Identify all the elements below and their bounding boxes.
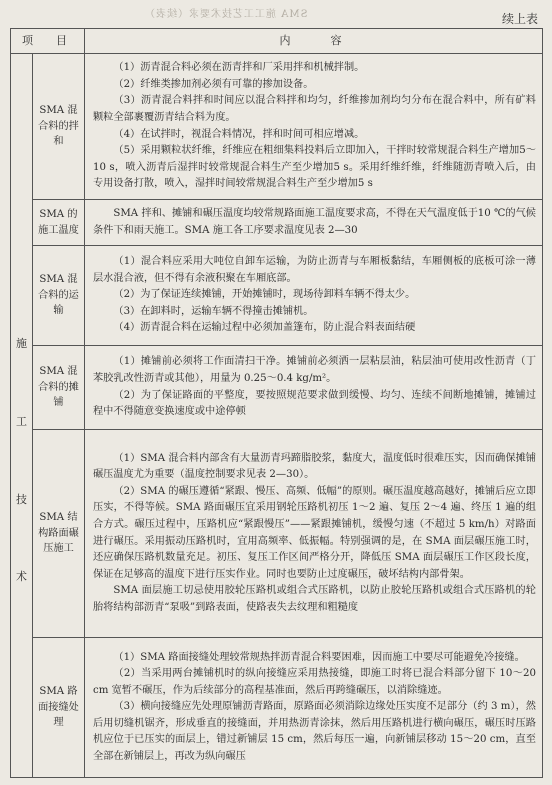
paragraph: （2）纤维类掺加剂必须有可靠的掺加设备。 bbox=[113, 78, 314, 90]
paragraph: （2）SMA 的碾压遵循“紧跟、慢压、高频、低幅”的原则。碾压温度越高越好，摊铺后应立即压实，不得等候。SMA 路面碾压宜采用钢轮压路机初压 1～2 遍、复压 2～4 遍、终压 1 遍的组合方式。碾压过程中，压路机应“紧跟慢压”——紧跟摊铺机，缓慢匀速（不超过 5 km/h）对路面进行碾压。采用振动压路机时，宜用高频率、低振幅。特别强调的是，在 SMA 面层碾压施工时，还应确保压路机数量充足。初压、复压工作区间严格分开，降低压 SMA 面层碾压工作区段长度，保证在足够高的温度下进行压实作业。同时也要防止过度碾压，破坏结构内部骨架。 bbox=[93, 485, 536, 580]
paragraph: （1）摊铺前必须将工作面清扫干净。摊铺前必须洒一层粘层油，粘层油可使用改性沥青（丁苯胶乳改性沥青或其他），用量为 0.25～0.4 kg/m²。 bbox=[93, 356, 536, 384]
table-header-row bbox=[11, 29, 543, 54]
paragraph: （2）为了保证路面的平整度，要按照规范要求做到缓慢、均匀、连续不间断地摊铺，摊铺过程中不得随意变换速度或中途停顿 bbox=[93, 389, 536, 418]
paragraph: SMA 面层施工切忌使用胶轮压路机或组合式压路机，以防止胶轮压路机或组合式压路机的轮胎将结构部沥青“泵吸”到路表面，使路表失去纹理和粗糙度 bbox=[93, 585, 536, 613]
row-content bbox=[85, 638, 543, 778]
paragraph: （4）沥青混合料在运输过程中必须加盖篷布，防止混合料表面结硬 bbox=[113, 322, 416, 334]
category-char: 工 bbox=[16, 414, 27, 428]
row-name: SMA 的施工温度 bbox=[33, 200, 85, 246]
table-row bbox=[11, 200, 543, 246]
construction-table bbox=[10, 28, 543, 778]
paragraph: （5）采用颗粒状纤维，纤维应在粗细集料投料后立即加入，干拌时较常规混合料生产增加5～10 s，喷入沥青后湿拌时较常规混合料生产至少增加5 s。采用纤维纤维，纤维随沥青喷入后，由专用设备打散，喷入，湿拌时间较常规混合料生产至少增加5 s bbox=[93, 145, 536, 190]
paragraph: （4）在试拌时，视混合料情况，拌和时间可相应增减。 bbox=[113, 128, 365, 140]
page-header bbox=[14, 2, 552, 28]
paragraph: （1）SMA 混合料内部含有大量沥青玛蹄脂胶浆，黏度大，温度低时很难压实，因而确保摊铺碾压温度尤为重要（温度控制要求见表 2—30）。 bbox=[93, 452, 536, 481]
table-row bbox=[11, 638, 543, 778]
row-content bbox=[85, 54, 543, 200]
paragraph: （2）当采用两台摊铺机时的纵向接缝应采用热接缝，即施工时将已混合料部分留下 10～20 cm 宽暂不碾压，作为后续部分的高程基准面，然后再跨缝碾压，以消除缝迹。 bbox=[93, 668, 536, 696]
paragraph: （1）沥青混合料必须在沥青拌和厂采用拌和机械拌制。 bbox=[113, 62, 365, 74]
row-name: SMA 混合料的摊铺 bbox=[33, 346, 85, 430]
paragraph: （1）SMA 路面接缝处理较常规热拌沥青混合料要困难，因而施工中要尽可能避免冷接缝。 bbox=[113, 651, 525, 663]
category-char: 术 bbox=[16, 570, 27, 584]
category-cell bbox=[11, 54, 33, 778]
paragraph: （3）沥青混合料拌和时间应以混合料拌和均匀，纤维掺加剂均匀分布在混合料中，所有矿料颗粒全部裹覆沥青结合料为度。 bbox=[93, 95, 536, 123]
paragraph: （3）横向接缝应先处理原铺沥青路面，原路面必须消除边缘处压实度不足部分（约 3 m），然后用切缝机锯齐，形成垂直的接缝面，并用热沥青涂抹，然后用压路机进行横向碾压，碾压时压路机应位于已压实的面层上，错过新铺层 15 cm，然后每压一遍，向新铺层移动 15～20 cm，直至全部在新铺层上，再改为纵向碾压 bbox=[93, 701, 536, 762]
table-row bbox=[11, 430, 543, 638]
row-name: SMA 路面接缝处理 bbox=[33, 638, 85, 778]
table-row bbox=[11, 346, 543, 430]
row-name: SMA 混合料的拌和 bbox=[33, 54, 85, 200]
table-row bbox=[11, 54, 543, 200]
paragraph: （3）在卸料时，运输车辆不得撞击摊铺机。 bbox=[113, 305, 314, 317]
continued-label: 续上表 bbox=[501, 12, 538, 26]
row-content bbox=[85, 346, 543, 430]
row-content bbox=[85, 246, 543, 346]
row-content bbox=[85, 430, 543, 638]
row-name: SMA 混合料的运输 bbox=[33, 246, 85, 346]
category-char: 技 bbox=[16, 492, 27, 506]
paragraph: （1）混合料应采用大吨位自卸车运输，为防止沥青与车厢板黏结，车厢侧板的底板可涂一薄层水混合液，但不得有余液积聚在车厢底部。 bbox=[93, 256, 536, 284]
row-name: SMA 结构路面碾压施工 bbox=[33, 430, 85, 638]
table-row bbox=[11, 246, 543, 346]
bleed-through-text: SMA 施工工艺技术要求（续表） bbox=[144, 9, 308, 20]
row-content bbox=[85, 200, 543, 246]
header-item: 项 目 bbox=[11, 29, 85, 54]
category-char: 施 bbox=[16, 336, 27, 350]
paragraph: SMA 拌和、摊铺和碾压温度均较常规路面施工温度要求高，不得在天气温度低于10 ℃的气候条件下和雨天施工。SMA 施工各工序要求温度见表 2—30 bbox=[93, 207, 536, 236]
paragraph: （2）为了保证连续摊铺，开始摊铺时，现场待卸料车辆不得太少。 bbox=[113, 289, 416, 301]
header-content: 内 容 bbox=[85, 29, 543, 54]
